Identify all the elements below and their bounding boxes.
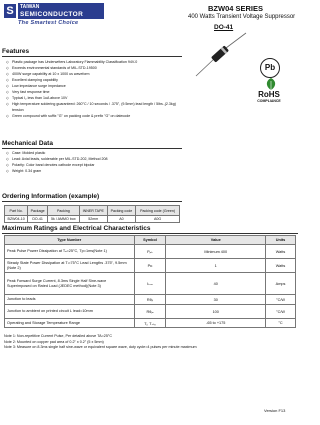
table-row bbox=[5, 216, 180, 223]
note-line: Note 2: Mounted on copper pad area of 0.2" x 0.2" (5 x 5mm) bbox=[4, 339, 104, 344]
ratings-param: Operating and Storage Temperature Range bbox=[5, 319, 135, 328]
ratings-value: 1 bbox=[166, 259, 266, 273]
ratings-param: Junction to leads bbox=[5, 295, 135, 305]
ratings-unit: °C bbox=[266, 319, 296, 328]
table-row bbox=[5, 259, 296, 273]
ordering-header-cell: Package bbox=[28, 206, 48, 216]
ratings-unit: Watts bbox=[266, 259, 296, 273]
mechanical-heading: Mechanical Data bbox=[2, 140, 182, 149]
table-header-row bbox=[5, 206, 180, 216]
ordering-header-cell: Part No. bbox=[5, 206, 28, 216]
notes-block bbox=[4, 334, 296, 351]
company-name bbox=[18, 3, 104, 19]
ordering-cell: A0G bbox=[136, 216, 180, 223]
ratings-symbol: Tⱼ, Tₛₜ₉ bbox=[134, 319, 166, 328]
ratings-header-cell: Type Number bbox=[5, 236, 135, 245]
table-row bbox=[5, 319, 296, 328]
ratings-symbol: Pₚₖ bbox=[134, 245, 166, 259]
ordering-table bbox=[4, 205, 180, 223]
ratings-symbol: Iₜₛₘ bbox=[134, 273, 166, 295]
pb-free-icon: Pb bbox=[260, 58, 280, 78]
list-item: ◇ 400W surge capability at 10 x 1000 us waveform bbox=[6, 71, 186, 77]
ratings-header-cell: Value bbox=[166, 236, 266, 245]
list-item: ◇ Plastic package has Underwriters Laboratory Flammability Classification 94V-0 bbox=[6, 59, 186, 65]
company-slogan: The Smartest Choice bbox=[18, 20, 79, 26]
rohs-sublabel: COMPLIANCE bbox=[257, 99, 281, 103]
ratings-param: Steady State Power Dissipation at Tₗ=75°C Lead Lengths .375", 9.5mm (Note 2) bbox=[5, 259, 135, 273]
list-item: ◇ Excellent clamping capability bbox=[6, 77, 186, 83]
table-header-row bbox=[5, 236, 296, 245]
list-item: ◇ Case: Molded plastic bbox=[6, 150, 186, 156]
ordering-cell: 52mm bbox=[79, 216, 107, 223]
ratings-value: 30 bbox=[166, 295, 266, 305]
list-item: ◇ Exceeds environmental standards of MIL-STD-19500 bbox=[6, 65, 186, 71]
ratings-value: 100 bbox=[166, 305, 266, 319]
diode-package-icon bbox=[192, 30, 252, 80]
features-list bbox=[6, 59, 186, 119]
ratings-unit: Amps bbox=[266, 273, 296, 295]
ratings-param: Junction to ambient on printed circuit L lead=10mm bbox=[5, 305, 135, 319]
ordering-header-cell: Packing code (Green) bbox=[136, 206, 180, 216]
table-row bbox=[5, 273, 296, 295]
ratings-symbol: Rθⱼₗ bbox=[134, 295, 166, 305]
ratings-symbol: Pᴅ bbox=[134, 259, 166, 273]
series-subtitle: 400 Watts Transient Voltage Suppressor bbox=[188, 14, 296, 20]
version-label: Version F13 bbox=[264, 408, 286, 413]
ratings-table bbox=[4, 235, 296, 328]
list-item: ◇ Polarity: Color band denotes cathode except bipolar bbox=[6, 162, 186, 168]
ratings-symbol: Rθⱼₐ bbox=[134, 305, 166, 319]
features-heading: Features bbox=[2, 48, 182, 57]
list-item: ◇ Weight: 0.34 gram bbox=[6, 168, 186, 174]
list-item: ◇ Very fast response time bbox=[6, 89, 186, 95]
ordering-header-cell: Packing code bbox=[107, 206, 135, 216]
list-item: ◇ Green compound with suffix "G" on packing code & prefix "G" on datecode bbox=[6, 113, 186, 119]
ordering-cell: BZW04-10 bbox=[5, 216, 28, 223]
ratings-value: -65 to +175 bbox=[166, 319, 266, 328]
table-row bbox=[5, 295, 296, 305]
ratings-unit: °C/W bbox=[266, 295, 296, 305]
mechanical-list bbox=[6, 150, 186, 174]
ordering-cell: A0 bbox=[107, 216, 135, 223]
ordering-cell: 5k / AMMO box bbox=[47, 216, 79, 223]
ratings-value: 40 bbox=[166, 273, 266, 295]
ratings-heading: Maximum Ratings and Electrical Characteristics bbox=[2, 225, 298, 234]
ratings-unit: Watts bbox=[266, 245, 296, 259]
package-name: DO-41 bbox=[214, 24, 234, 31]
rohs-badge bbox=[252, 90, 286, 103]
list-item: ◇ Low impedance surge impedance bbox=[6, 83, 186, 89]
list-item: ◇ Typical I₂ less than 1uA above 10V bbox=[6, 95, 186, 101]
ordering-heading: Ordering Information (example) bbox=[2, 193, 182, 202]
ratings-unit: °C/W bbox=[266, 305, 296, 319]
ratings-value: Minimum 400 bbox=[166, 245, 266, 259]
series-title: BZW04 SERIES bbox=[208, 4, 264, 13]
list-item: ◇ High temperature soldering guaranteed: 260°C / 10 seconds / .375", (9.5mm) lead length / 5lbs.,(2.3kg) tension bbox=[6, 101, 186, 113]
rohs-label: RoHS bbox=[258, 90, 280, 99]
ordering-cell: DO-41 bbox=[28, 216, 48, 223]
list-item: ◇ Lead: Axial leads, solderable per MIL-STD-202, Method 208 bbox=[6, 156, 186, 162]
company-logo-icon: S bbox=[4, 4, 16, 18]
table-row bbox=[5, 245, 296, 259]
note-line: Note 1: Non-repetitive Current Pulse, Per detailed above TA=25°C bbox=[4, 334, 113, 338]
ratings-param: Peak Forward Surge Current, 8.3ms Single Half Sine-wave Superimposed on Rated Load (JEDEC method)(Note 3) bbox=[5, 273, 135, 295]
ordering-header-cell: INNER TAPE bbox=[79, 206, 107, 216]
company-line2: SEMICONDUCTOR bbox=[20, 11, 84, 18]
ratings-header-cell: Units bbox=[266, 236, 296, 245]
note-line: Note 3: Measure on 8.3ms single half sine-wave or equivalent square wave, duty cycle=4 pulses per minute maximum bbox=[4, 345, 197, 349]
company-line1: TAIWAN bbox=[20, 4, 40, 10]
ratings-header-cell: Symbol bbox=[134, 236, 166, 245]
ratings-param: Peak Pulse Power Dissipation at Tₐ=25°C, Tp=1ms(Note 1) bbox=[5, 245, 135, 259]
table-row bbox=[5, 305, 296, 319]
ordering-header-cell: Packing bbox=[47, 206, 79, 216]
rohs-leaf-icon bbox=[262, 77, 280, 91]
